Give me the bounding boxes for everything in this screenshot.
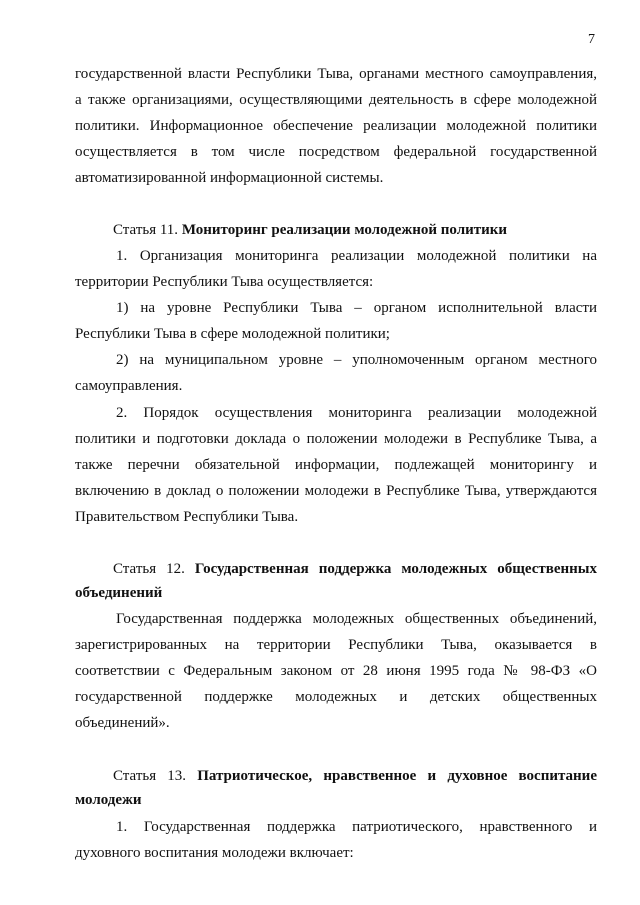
article-12-line: зарегистрированных на территории Республики Тыва, оказывается в: [75, 637, 597, 653]
article-12-line: соответствии с Федеральным законом от 28 июня 1995 года № 98-ФЗ «О: [75, 663, 597, 679]
article-13-title: Патриотическое, нравственное и духовное воспитание: [197, 768, 597, 784]
article-12-heading: [113, 559, 597, 579]
paragraph-line: автоматизированной информационной системы.: [75, 170, 384, 186]
article-11-title: Мониторинг реализации молодежной политики: [181, 222, 508, 238]
article-11-line: территории Республики Тыва осуществляется:: [75, 274, 374, 290]
article-11-line: политики и подготовки доклада о положении молодежи в Республике Тыва, а: [75, 431, 597, 447]
article-13-heading-cont: [75, 790, 597, 810]
article-11-line: 1. Организация мониторинга реализации молодежной политики на: [116, 248, 597, 264]
article-12-prefix: Статья 12.: [113, 561, 195, 577]
article-11-line: включению в доклад о положении молодежи в Республике Тыва, утверждаются: [75, 483, 597, 499]
article-12-title: Государственная поддержка молодежных общественных: [194, 561, 597, 577]
paragraph-line: осуществляется в том числе посредством федеральной государственной: [75, 144, 597, 160]
article-12-line: Государственная поддержка молодежных общественных объединений,: [116, 611, 597, 627]
article-11-line: 2) на муниципальном уровне – уполномоченным органом местного: [116, 352, 597, 368]
paragraph-line: политики. Информационное обеспечение реализации молодежной политики: [75, 118, 597, 134]
article-13-line: 1. Государственная поддержка патриотического, нравственного и: [116, 819, 597, 835]
article-12-heading-cont: [75, 583, 597, 603]
article-11-line: также перечни обязательной информации, подлежащей мониторингу и: [75, 457, 597, 473]
article-11-line: самоуправления.: [75, 378, 183, 394]
article-11-line: Правительством Республики Тыва.: [75, 509, 299, 525]
paragraph-line: государственной власти Республики Тыва, органами местного самоуправления,: [75, 66, 597, 82]
article-11-heading: [113, 220, 597, 240]
article-13-prefix: Статья 13.: [113, 768, 198, 784]
paragraph-line: а также организациями, осуществляющими деятельность в сфере молодежной: [75, 92, 597, 108]
article-11-prefix: Статья 11.: [113, 222, 182, 238]
article-11-line: Республики Тыва в сфере молодежной политики;: [75, 326, 390, 342]
article-12-title-cont: объединений: [75, 585, 163, 601]
article-11-line: 1) на уровне Республики Тыва – органом исполнительной власти: [116, 300, 597, 316]
article-13-title-cont: молодежи: [75, 792, 142, 808]
article-13-line: духовного воспитания молодежи включает:: [75, 845, 354, 861]
article-12-line: государственной поддержке молодежных и детских общественных: [75, 689, 597, 705]
page-number: 7: [588, 32, 595, 47]
article-13-heading: [113, 766, 597, 786]
article-12-line: объединений».: [75, 715, 170, 731]
article-11-line: 2. Порядок осуществления мониторинга реализации молодежной: [116, 405, 597, 421]
